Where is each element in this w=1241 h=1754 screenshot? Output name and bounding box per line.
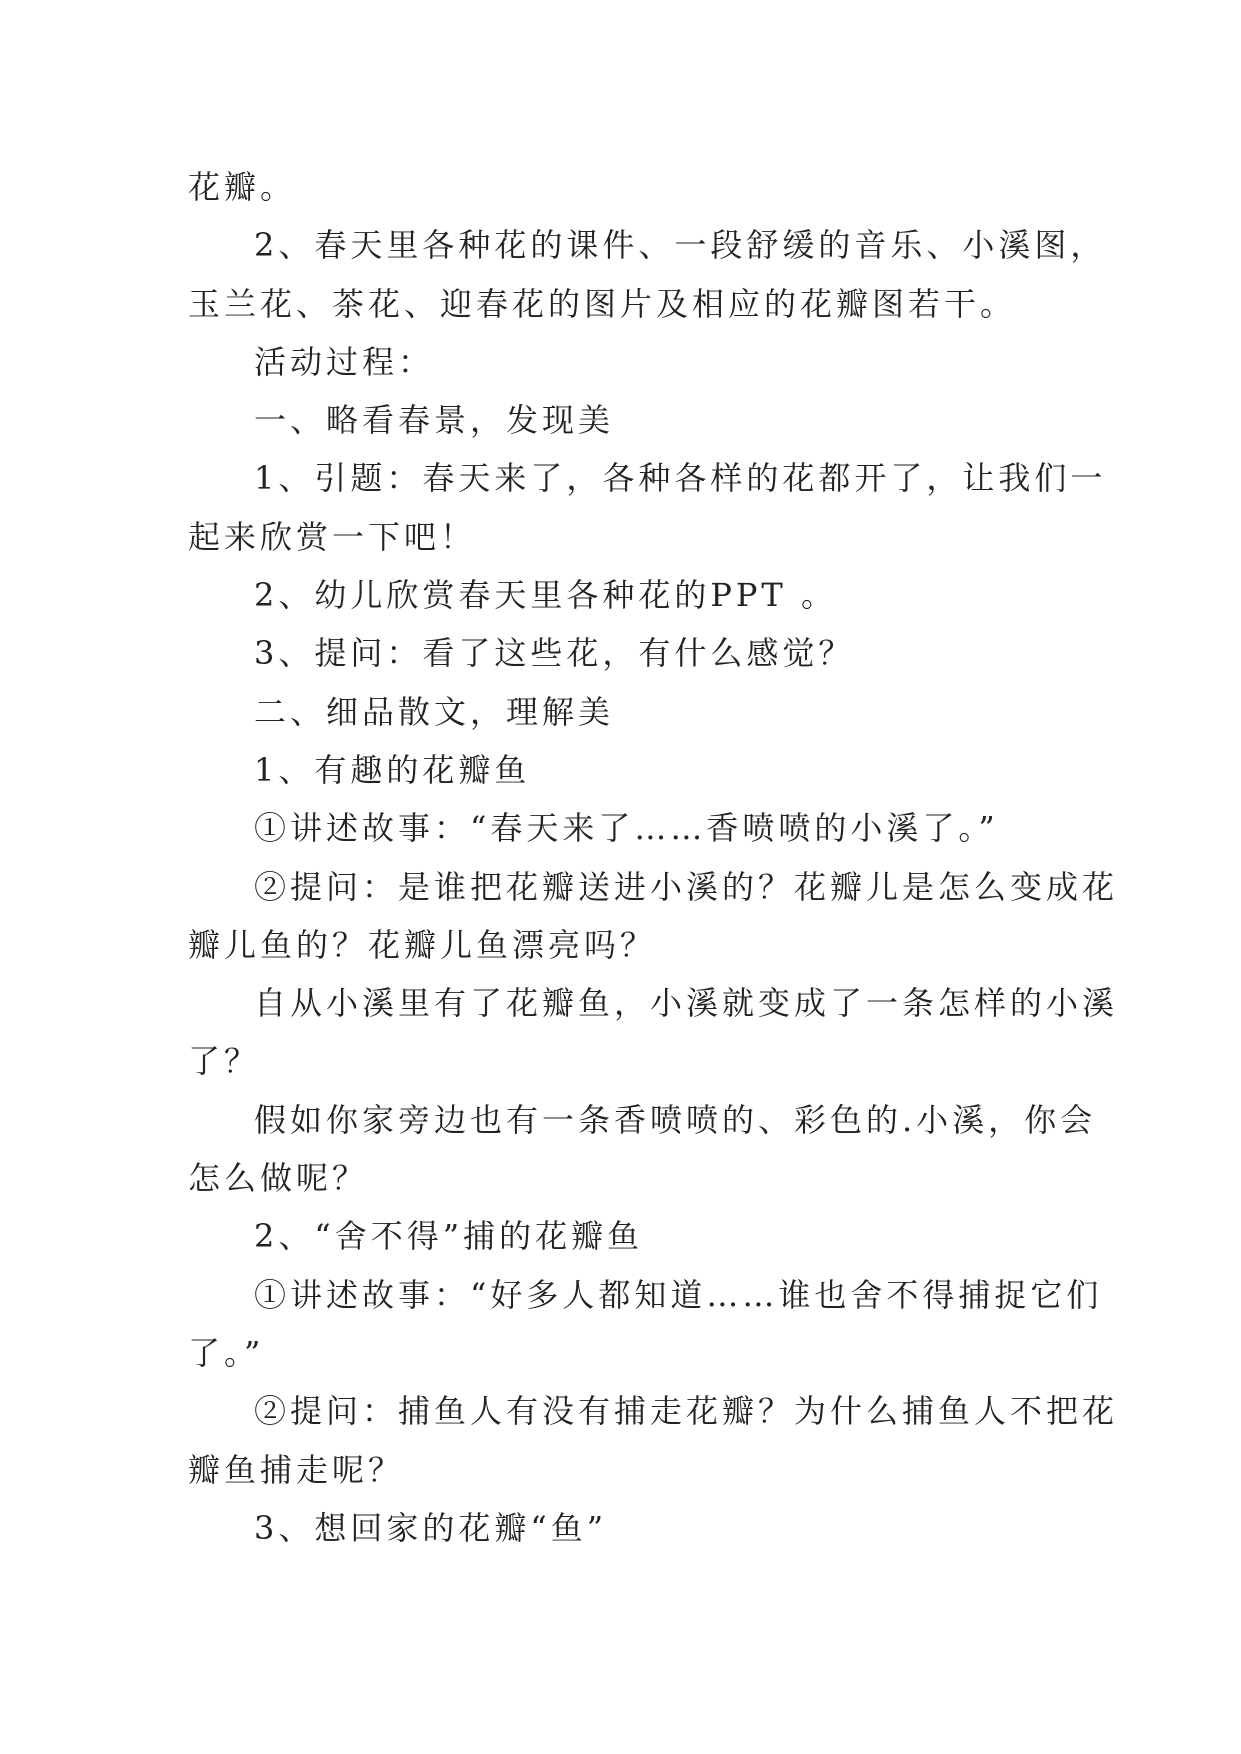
document-body <box>188 158 1119 1557</box>
subsection-heading: 3、想回家的花瓣“鱼” <box>254 1508 608 1547</box>
text-line: 瓣儿鱼的？花瓣儿鱼漂亮吗？ <box>188 925 657 964</box>
section-heading: 二、细品散文，理解美 <box>254 692 615 731</box>
text-line: 花瓣。 <box>188 168 297 206</box>
text-line: 3、提问：看了这些花，有什么感觉？ <box>254 634 855 673</box>
text-line: 怎么做呢？ <box>188 1159 369 1198</box>
text-line: 瓣鱼捕走呢？ <box>188 1450 405 1489</box>
section-heading: 活动过程： <box>254 342 435 381</box>
text-line: 2、幼儿欣赏春天里各种花的PPT 。 <box>254 576 837 615</box>
section-heading: 一、略看春景，发现美 <box>254 401 615 440</box>
text-line: 了。” <box>188 1333 265 1372</box>
text-line: 2、春天里各种花的课件、一段舒缓的音乐、小溪图， <box>254 226 1107 265</box>
text-line: ②提问：是谁把花瓣送进小溪的？花瓣儿是怎么变成花 <box>254 867 1119 906</box>
text-line: 玉兰花、茶花、迎春花的图片及相应的花瓣图若干。 <box>188 284 1017 323</box>
text-line: 起来欣赏一下吧！ <box>188 517 477 556</box>
text-line: ②提问：捕鱼人有没有捕走花瓣？为什么捕鱼人不把花 <box>254 1392 1119 1431</box>
subsection-heading: 1、有趣的花瓣鱼 <box>254 750 531 789</box>
text-line: 假如你家旁边也有一条香喷喷的、彩色的.小溪，你会 <box>254 1100 1097 1139</box>
text-line: ①讲述故事：“春天来了……香喷喷的小溪了。” <box>254 809 999 848</box>
subsection-heading: 2、“舍不得”捕的花瓣鱼 <box>254 1217 644 1256</box>
text-line: ①讲述故事：“好多人都知道……谁也舍不得捕捉它们 <box>254 1275 1103 1314</box>
text-line: 自从小溪里有了花瓣鱼，小溪就变成了一条怎样的小溪 <box>254 984 1119 1023</box>
text-line: 1、引题：春天来了，各种各样的花都开了，让我们一 <box>254 459 1107 498</box>
text-line: 了？ <box>188 1042 261 1081</box>
